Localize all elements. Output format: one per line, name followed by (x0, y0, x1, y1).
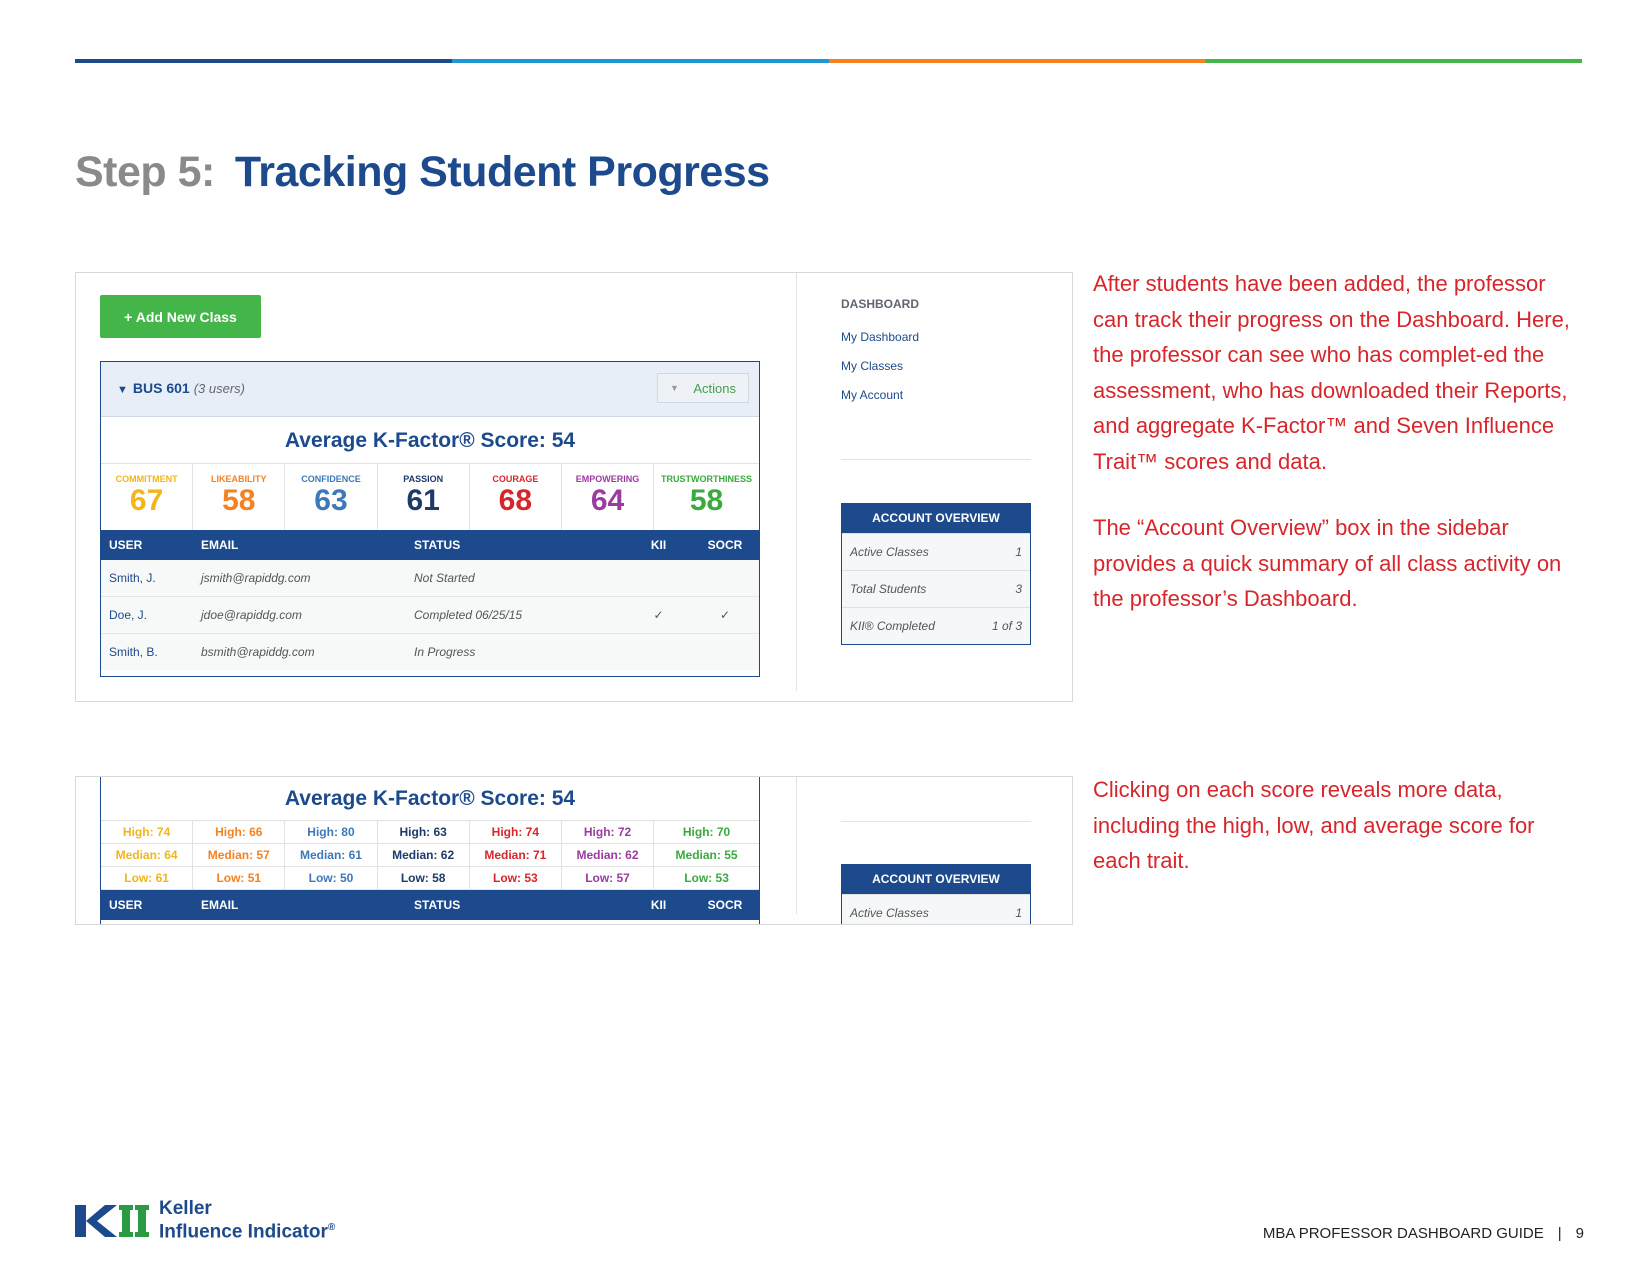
trait-label: EMPOWERING (575, 474, 640, 484)
logo-line-keller: Keller (159, 1197, 212, 1219)
stat-high: High: 66 (193, 821, 284, 844)
footer-separator: | (1557, 1225, 1562, 1242)
trait-label: CONFIDENCE (301, 474, 361, 484)
kii-check: ✓ (653, 608, 664, 622)
trait-trustworthiness[interactable] (654, 464, 759, 530)
student-name: Smith, B. (109, 645, 158, 659)
stat-low: Low: 61 (101, 867, 192, 890)
color-stripe (75, 59, 1582, 63)
stat-median: Median: 64 (101, 844, 192, 867)
overview-row (842, 894, 1030, 925)
step-label: Step 5: (75, 148, 215, 196)
description-score-detail: Clicking on each score reveals more data, including the high, low, and average score for each trait. (1093, 777, 1535, 873)
column-socr[interactable]: SOCR (707, 898, 743, 912)
overview-value: 1 (1015, 906, 1022, 920)
socr-check: ✓ (719, 608, 731, 622)
description-dashboard: After students have been added, the professor can track their progress on the Dashboard. Here, the professor can see who has complet-ed the assessment, who has downloaded their Reports, and aggregate K-Factor™ and Seven Influence Trait™ scores and data. (1093, 271, 1570, 474)
stat-median: Median: 62 (378, 844, 469, 867)
column-status[interactable]: STATUS (414, 538, 461, 552)
stat-high: High: 74 (101, 821, 192, 844)
chevron-down-icon: ▼ (670, 383, 679, 393)
overview-value: 1 (1015, 545, 1022, 559)
trait-label: LIKEABILITY (211, 474, 267, 484)
overview-value: 1 of 3 (991, 619, 1022, 633)
kii-logo (75, 1197, 336, 1243)
overview-value: 3 (1015, 582, 1022, 596)
trait-stats-likeability[interactable] (193, 821, 285, 890)
class-name: BUS 601 (132, 380, 190, 396)
stat-low: Low: 51 (193, 867, 284, 890)
trait-score: 63 (314, 484, 348, 517)
account-overview-box (841, 503, 1031, 645)
trait-passion[interactable] (378, 464, 470, 530)
student-email: jsmith@rapiddg.com (201, 571, 311, 585)
class-header[interactable] (101, 362, 759, 417)
stat-low: Low: 57 (562, 867, 653, 890)
class-title (117, 380, 245, 396)
stat-high: High: 74 (470, 821, 561, 844)
column-status[interactable]: STATUS (414, 898, 461, 912)
description-account-overview: The “Account Overview” box in the sidebar provides a quick summary of all class activity on the professor’s Dashboard. (1093, 515, 1562, 611)
step-title: Tracking Student Progress (234, 148, 770, 196)
column-user[interactable]: USER (109, 538, 143, 552)
trait-stats-trustworthiness[interactable] (654, 821, 759, 890)
column-socr[interactable]: SOCR (707, 538, 743, 552)
table-row[interactable] (101, 560, 759, 597)
page-number: 9 (1575, 1225, 1584, 1242)
stat-low: Low: 50 (285, 867, 376, 890)
sidebar-divider (796, 273, 797, 691)
logo-line-influence-text: Influence Indicator (159, 1221, 328, 1243)
trait-stats-passion[interactable] (378, 821, 470, 890)
overview-label: KII® Completed (850, 619, 935, 633)
average-score-title: Average K-Factor® Score: 54 (284, 787, 576, 810)
trait-label: PASSION (403, 474, 444, 484)
stat-low: Low: 53 (470, 867, 561, 890)
add-new-class-button[interactable]: + Add New Class (100, 295, 261, 338)
stat-median: Median: 71 (470, 844, 561, 867)
sidebar-link-my-dashboard[interactable]: My Dashboard (841, 330, 920, 344)
overview-label: Active Classes (850, 906, 929, 920)
stat-median: Median: 61 (285, 844, 376, 867)
actions-dropdown[interactable] (657, 373, 749, 403)
stat-high: High: 80 (285, 821, 376, 844)
trait-label: TRUSTWORTHINESS (661, 474, 753, 484)
sidebar-link-my-account[interactable]: My Account (841, 388, 904, 402)
page-title (75, 148, 770, 197)
logo-wordmark (159, 1199, 335, 1241)
trait-stats-grid (101, 820, 759, 890)
student-name: Doe, J. (109, 608, 148, 622)
class-card (100, 361, 760, 677)
student-status: Completed 06/25/15 (414, 608, 523, 622)
logo-line-influence (159, 1218, 335, 1241)
actions-label: Actions (693, 380, 736, 396)
stat-high: High: 70 (654, 821, 759, 844)
student-table-body (101, 560, 759, 670)
trait-score: 58 (689, 484, 724, 517)
trait-likeability[interactable] (193, 464, 285, 530)
trait-stats-confidence[interactable] (285, 821, 377, 890)
stripe-segment-navy (75, 59, 452, 63)
sidebar-link-my-classes[interactable]: My Classes (841, 359, 904, 373)
student-table-header (101, 890, 759, 920)
column-kii[interactable]: KII (650, 538, 667, 552)
overview-label: Active Classes (850, 545, 929, 559)
trait-confidence[interactable] (285, 464, 377, 530)
stat-median: Median: 62 (562, 844, 653, 867)
stat-high: High: 72 (562, 821, 653, 844)
stat-median: Median: 57 (193, 844, 284, 867)
account-overview-box (841, 864, 1031, 925)
student-status: Not Started (414, 571, 475, 585)
student-status: In Progress (414, 645, 476, 659)
stripe-segment-green (1205, 59, 1582, 63)
trait-score: 58 (222, 484, 256, 517)
overview-row (842, 570, 1030, 607)
dashboard-screenshot (75, 272, 1073, 702)
stripe-segment-blue (452, 59, 829, 63)
table-row[interactable] (101, 634, 759, 670)
stat-median: Median: 55 (654, 844, 759, 867)
overview-row (842, 607, 1030, 644)
trait-stats-empowering[interactable] (562, 821, 654, 890)
stat-low: Low: 58 (378, 867, 469, 890)
trait-stats-commitment[interactable] (101, 821, 193, 890)
trait-score: 61 (406, 484, 440, 517)
trait-score: 64 (590, 484, 625, 517)
table-row[interactable] (101, 597, 759, 634)
student-table-header (101, 530, 759, 560)
score-detail-screenshot (75, 776, 1073, 925)
trait-courage[interactable] (470, 464, 562, 530)
trait-scores (101, 463, 759, 530)
sidebar-rule (841, 459, 1031, 460)
stat-high: High: 63 (378, 821, 469, 844)
trait-commitment[interactable] (101, 464, 193, 530)
trait-empowering[interactable] (562, 464, 654, 530)
account-overview-title: ACCOUNT OVERVIEW (842, 865, 1030, 894)
account-overview-title: ACCOUNT OVERVIEW (842, 504, 1030, 533)
overview-label: Total Students (850, 582, 927, 596)
overview-row (842, 533, 1030, 570)
trait-score: 67 (129, 484, 164, 517)
kii-logo-mark-icon (75, 1201, 155, 1239)
column-email[interactable]: EMAIL (201, 898, 239, 912)
sidebar-rule (841, 821, 1031, 822)
footer-page-info (1263, 1225, 1584, 1242)
column-kii[interactable]: KII (650, 898, 667, 912)
column-user[interactable]: USER (109, 898, 143, 912)
collapse-triangle-icon[interactable]: ▼ (117, 384, 128, 396)
average-score-title: Average K-Factor® Score: 54 (284, 429, 576, 452)
class-user-count: (3 users) (193, 381, 245, 396)
sidebar-divider (796, 777, 797, 914)
logo-registered-mark: ® (327, 1221, 336, 1233)
stat-low: Low: 53 (654, 867, 759, 890)
trait-score: 68 (498, 484, 533, 517)
column-email[interactable]: EMAIL (201, 538, 239, 552)
guide-title: MBA PROFESSOR DASHBOARD GUIDE (1262, 1225, 1544, 1242)
trait-label: COMMITMENT (115, 474, 178, 484)
sidebar-title: DASHBOARD (841, 297, 919, 311)
trait-stats-courage[interactable] (470, 821, 562, 890)
trait-label: COURAGE (492, 474, 539, 484)
student-email: bsmith@rapiddg.com (201, 645, 315, 659)
student-name: Smith, J. (109, 571, 156, 585)
score-detail-card (100, 776, 760, 925)
stripe-segment-orange (829, 59, 1206, 63)
student-email: jdoe@rapiddg.com (201, 608, 302, 622)
